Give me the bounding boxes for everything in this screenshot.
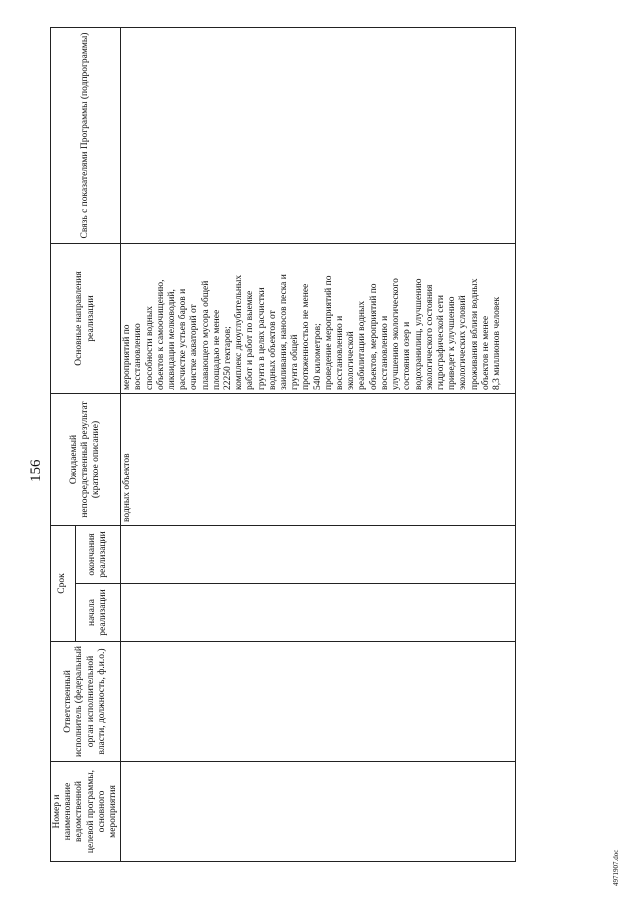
cell-indicators [121, 27, 516, 243]
direction-line: 540 километров; [312, 323, 323, 390]
cell-end [121, 525, 516, 583]
direction-line: проживания вблизи водных [469, 278, 480, 390]
direction-line: экологического состояния [424, 284, 435, 390]
direction-line: мероприятий по [122, 324, 133, 390]
direction-line: восстановлению и [379, 315, 390, 390]
direction-line: способности водных [144, 306, 155, 390]
header-end: окончания реализации [76, 525, 121, 583]
direction-line: приведет к улучшению [447, 296, 458, 390]
direction-line: водных объектов от [267, 310, 278, 390]
cell-start [121, 584, 516, 642]
direction-line: протяженностью не менее [301, 283, 312, 390]
direction-line: объектов не менее [480, 315, 491, 390]
direction-line: восстановлению [133, 323, 144, 390]
direction-line: экологической [346, 331, 357, 390]
header-start: начала реализации [76, 584, 121, 642]
direction-line: объектов, мероприятий по [368, 283, 379, 390]
cell-program [121, 762, 516, 862]
direction-line: реабилитации водных [357, 300, 368, 390]
header-program-indicators: Связь с показателями Программы (подпрограммы) [51, 27, 121, 243]
direction-line: ликвидации мелководий, [167, 289, 178, 390]
direction-line: заиливания, наносов песка и [279, 274, 290, 390]
direction-line: расчистке устьев баров и [178, 288, 189, 390]
direction-line: работ и работ по выемке [245, 290, 256, 390]
direction-line: 22250 гектаров; [223, 326, 234, 390]
page-number: 156 [28, 459, 44, 482]
direction-line: улучшению экологического [391, 278, 402, 390]
rotated-page [20, 22, 620, 886]
direction-line: комплекс дноуглубительных [234, 274, 245, 390]
direction-line: восстановлению и [335, 315, 346, 390]
table-row [121, 27, 516, 861]
header-program-number: Номер и наименование ведомственной целевой программы, основного мероприятия [51, 762, 121, 862]
direction-line: водохранилищ, улучшению [413, 278, 424, 390]
cell-expected-result: водных объектов [121, 393, 516, 525]
direction-line: состояния озер и [402, 321, 413, 390]
header-expected-result: Ожидаемый непосредственный результат (краткое описание) [51, 393, 121, 525]
direction-line: очистке акваторий от [189, 304, 200, 390]
direction-line: 8,3 миллионов человек [491, 296, 502, 390]
direction-line: грунта в целях расчистки [256, 287, 267, 390]
file-identifier: 4971907.doc [612, 849, 620, 886]
direction-line: плавающего мусора общей [200, 280, 211, 390]
direction-line: экологических условий [458, 295, 469, 390]
header-term: Срок [51, 525, 76, 641]
cell-main-directions [121, 243, 516, 393]
header-main-directions: Основные направления реализации [51, 243, 121, 393]
cell-executor [121, 642, 516, 762]
direction-line: проведение мероприятий по [323, 275, 334, 390]
direction-line: объектов к самоочищению, [155, 279, 166, 390]
direction-line: площадью не менее [211, 309, 222, 390]
header-responsible-executor: Ответственный исполнитель (федеральный орган исполнительной власти, должность, ф.и.о.) [51, 642, 121, 762]
measures-table [50, 27, 516, 862]
direction-line: грунта общей [290, 334, 301, 390]
direction-line: гидрографической сети [435, 294, 446, 390]
